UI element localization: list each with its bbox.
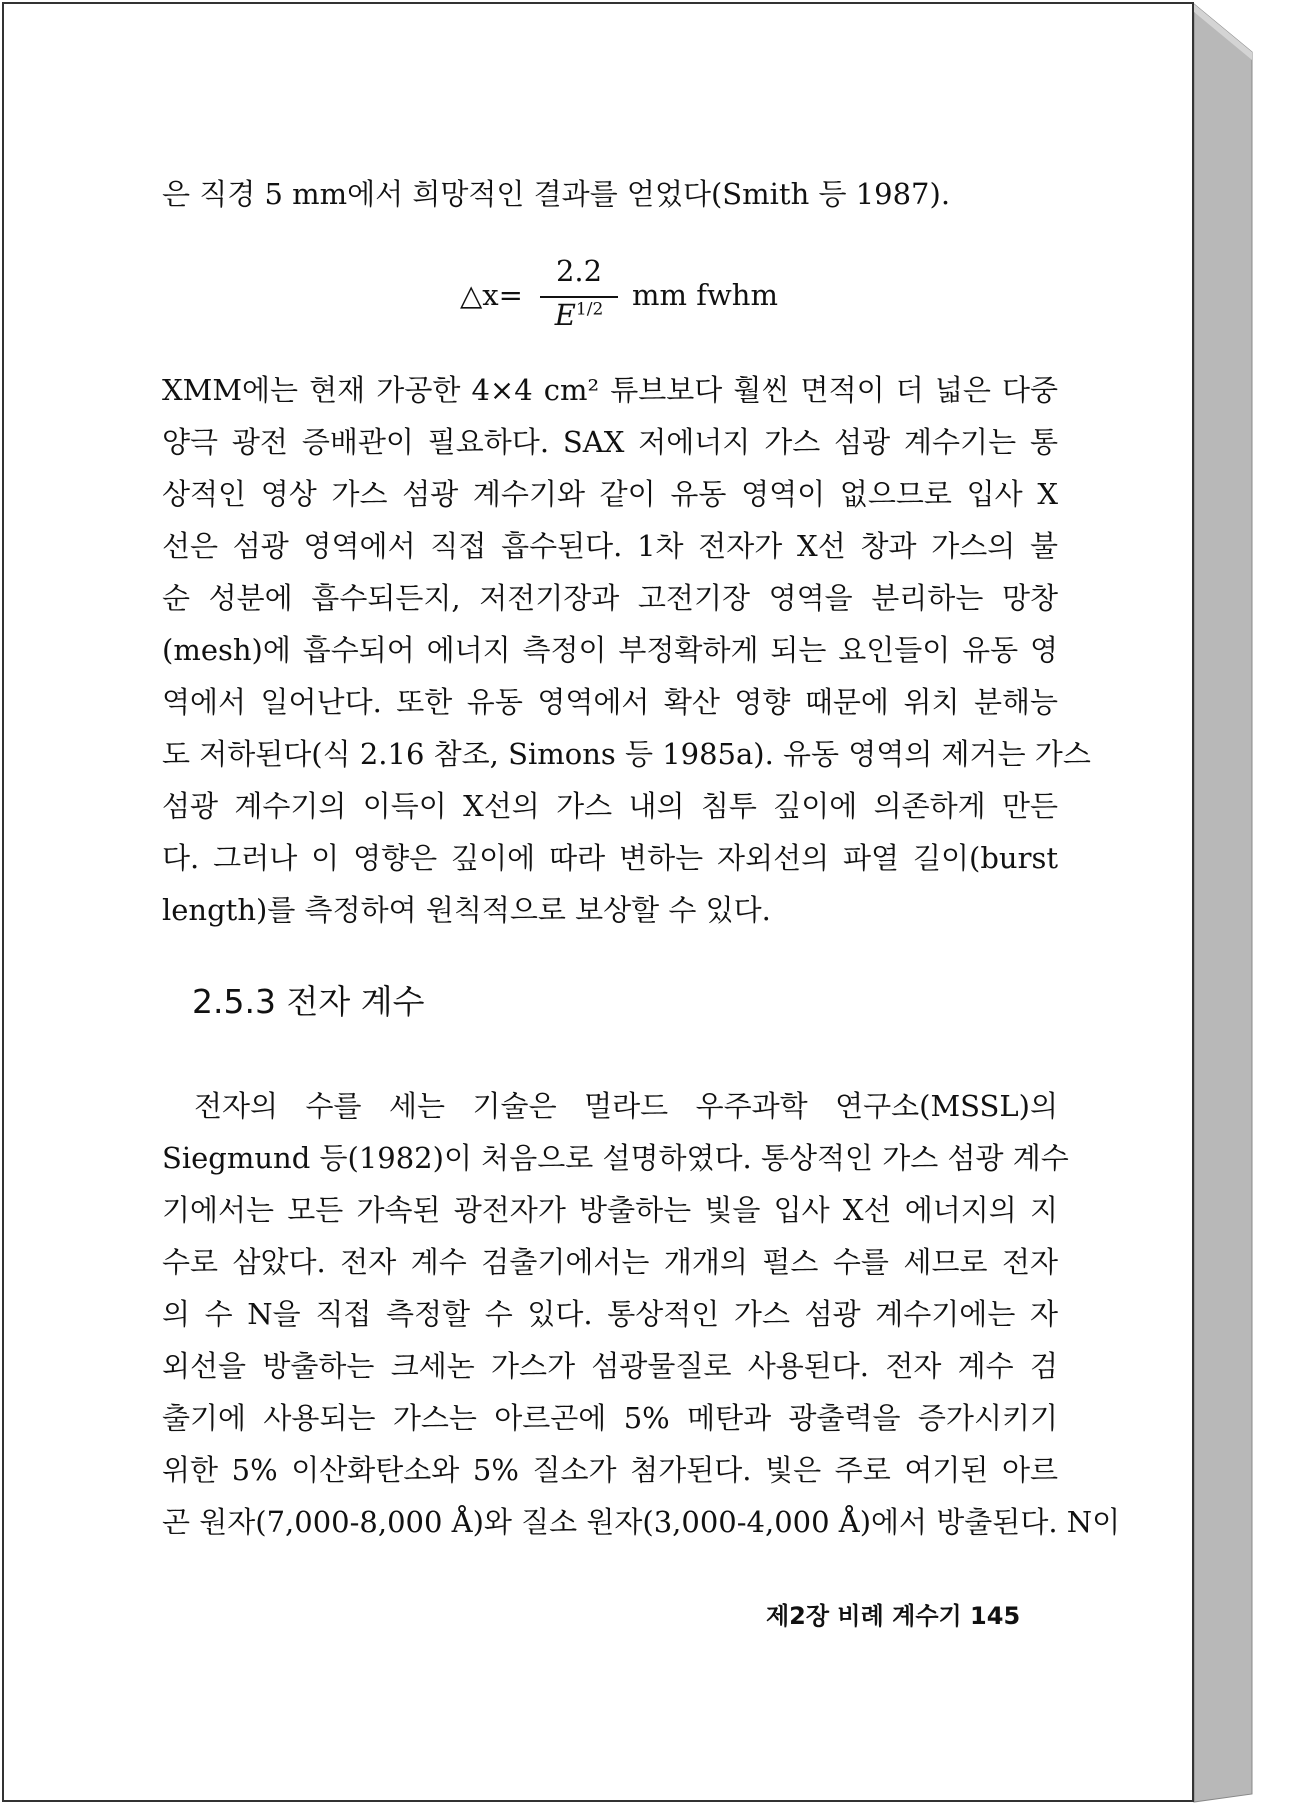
paragraph-line: 순 성분에 흡수되든지, 저전기장과 고전기장 영역을 분리하는 망창	[162, 581, 1058, 615]
paragraph-line: 상적인 영상 가스 섬광 계수기와 같이 유동 영역이 없으므로 입사 X	[162, 477, 1058, 511]
paragraph-line: 선은 섬광 영역에서 직접 흡수된다. 1차 전자가 X선 창과 가스의 불	[162, 529, 1058, 563]
document-page	[2, 2, 1194, 1802]
section-heading: 2.5.3 전자 계수	[192, 982, 425, 1021]
equation-numerator: 2.2	[555, 254, 603, 288]
paragraph-line: 곤 원자(7,000-8,000 Å)와 질소 원자(3,000-4,000 Å)에서 방출된다. N이	[162, 1505, 1121, 1539]
paragraph-line: 섬광 계수기의 이득이 X선의 가스 내의 침투 깊이에 의존하게 만든	[162, 789, 1058, 823]
paragraph-line: 의 수 N을 직접 측정할 수 있다. 통상적인 가스 섬광 계수기에는 자	[162, 1297, 1058, 1331]
paragraph-line: 외선을 방출하는 크세논 가스가 섬광물질로 사용된다. 전자 계수 검	[162, 1349, 1058, 1383]
paragraph-line: 전자의 수를 세는 기술은 멀라드 우주과학 연구소(MSSL)의	[194, 1089, 1058, 1123]
paragraph-line: length)를 측정하여 원칙적으로 보상할 수 있다.	[162, 893, 771, 927]
paragraph-line: 출기에 사용되는 가스는 아르곤에 5% 메탄과 광출력을 증가시키기	[162, 1401, 1058, 1435]
equation-lhs: △x=	[460, 278, 523, 312]
page-footer: 제2장 비례 계수기 145	[766, 1602, 1021, 1630]
paragraph-line: 도 저하된다(식 2.16 참조, Simons 등 1985a). 유동 영역의 제거는 가스	[162, 737, 1091, 771]
equation-denominator: $E^{1/2}$	[554, 298, 604, 332]
paragraph-line: 수로 삼았다. 전자 계수 검출기에서는 개개의 펄스 수를 세므로 전자	[162, 1245, 1058, 1279]
paragraph-line: 위한 5% 이산화탄소와 5% 질소가 첨가된다. 빛은 주로 여기된 아르	[162, 1453, 1058, 1487]
paragraph-line: 기에서는 모든 가속된 광전자가 방출하는 빛을 입사 X선 에너지의 지	[162, 1193, 1058, 1227]
paragraph-line: Siegmund 등(1982)이 처음으로 설명하였다. 통상적인 가스 섬광 계수	[162, 1141, 1069, 1175]
text-line-top: 은 직경 5 mm에서 희망적인 결과를 얻었다(Smith 등 1987).	[162, 177, 951, 211]
equation-unit: mm fwhm	[632, 278, 778, 312]
paragraph-line: 역에서 일어난다. 또한 유동 영역에서 확산 영향 때문에 위치 분해능	[162, 685, 1058, 719]
paragraph-line: 양극 광전 증배관이 필요하다. SAX 저에너지 가스 섬광 계수기는 통	[162, 425, 1058, 459]
paragraph-line: 다. 그러나 이 영향은 깊이에 따라 변하는 자외선의 파열 길이(burst	[162, 841, 1058, 875]
paragraph-line: (mesh)에 흡수되어 에너지 측정이 부정확하게 되는 요인들이 유동 영	[162, 633, 1058, 667]
paragraph-line: XMM에는 현재 가공한 4×4 cm² 튜브보다 훨씬 면적이 더 넓은 다중	[162, 373, 1058, 407]
